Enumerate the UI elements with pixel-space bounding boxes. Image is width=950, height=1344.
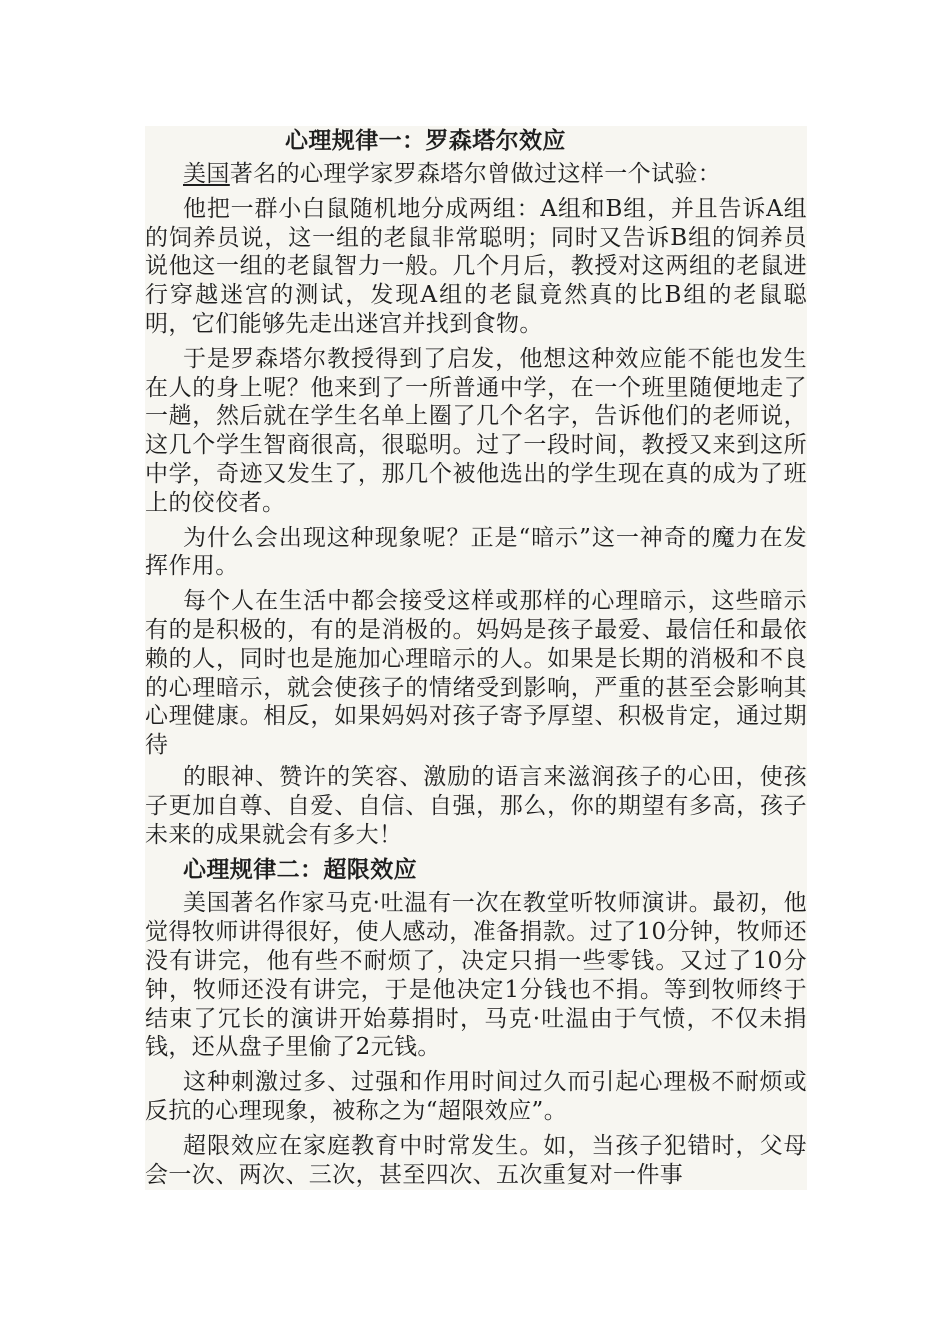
- paragraph-overlimit-definition: 这种刺激过多、过强和作用时间过久而引起心理极不耐烦或反抗的心理现象，被称之为“超限效应”。: [145, 1069, 807, 1124]
- section-heading-2: 心理规律二：超限效应: [183, 856, 417, 884]
- paragraph-rat-experiment: 他把一群小白鼠随机地分成两组：A组和B组，并且告诉A组的饲养员说，这一组的老鼠非常聪明；同时又告诉B组的饲养员说他这一组的老鼠智力一般。几个月后，教授对这两组的老鼠进行穿越迷宫的测试，发现A组的老鼠竟然真的比B组的老鼠聪明，它们能够先走出迷宫并找到食物。: [145, 195, 807, 337]
- intro-text: 著名的心理学家罗森塔尔曾做过这样一个试验：: [229, 161, 722, 187]
- paragraph-mark-twain: 美国著名作家马克·吐温有一次在教堂听牧师演讲。最初，他觉得牧师讲得很好，使人感动，准备捐款。过了10分钟，牧师还没有讲完，他有些不耐烦了，决定只捐一些零钱。又过了10分钟，牧师还没有讲完，于是他决定1分钱也不捐。等到牧师终于结束了冗长的演讲开始募捐时，马克·吐温由于气愤，不仅未捐钱，还从盘子里偷了2元钱。: [145, 890, 807, 1061]
- section-heading-1: 心理规律一：罗森塔尔效应: [285, 127, 566, 154]
- intro-paragraph: [145, 160, 807, 189]
- paragraph-expectation: 的眼神、赞许的笑容、激励的语言来滋润孩子的心田，使孩子更加自尊、自爱、自信、自强，那么，你的期望有多高，孩子未来的成果就会有多大！: [145, 763, 807, 848]
- paragraph-school-experiment: 于是罗森塔尔教授得到了启发，他想这种效应能不能也发生在人的身上呢？他来到了一所普通中学，在一个班里随便地走了一趟，然后就在学生名单上圈了几个名字，告诉他们的老师说，这几个学生智商很高，很聪明。过了一段时间，教授又来到这所中学，奇迹又发生了，那几个被他选出的学生现在真的成为了班上的佼佼者。: [145, 345, 807, 516]
- intro-link[interactable]: 美国: [183, 161, 230, 187]
- document-text-block: [145, 126, 807, 1190]
- paragraph-family-education: 超限效应在家庭教育中时常发生。如，当孩子犯错时，父母会一次、两次、三次，甚至四次、五次重复对一件事: [145, 1132, 807, 1188]
- paragraph-suggestion: 为什么会出现这种现象呢？正是“暗示”这一神奇的魔力在发挥作用。: [145, 524, 807, 580]
- paragraph-psychological-hint: 每个人在生活中都会接受这样或那样的心理暗示，这些暗示有的是积极的，有的是消极的。妈妈是孩子最爱、最信任和最依赖的人，同时也是施加心理暗示的人。如果是长期的消极和不良的心理暗示，就会使孩子的情绪受到影响，严重的甚至会影响其心理健康。相反，如果妈妈对孩子寄予厚望、积极肯定，通过期待: [145, 588, 807, 759]
